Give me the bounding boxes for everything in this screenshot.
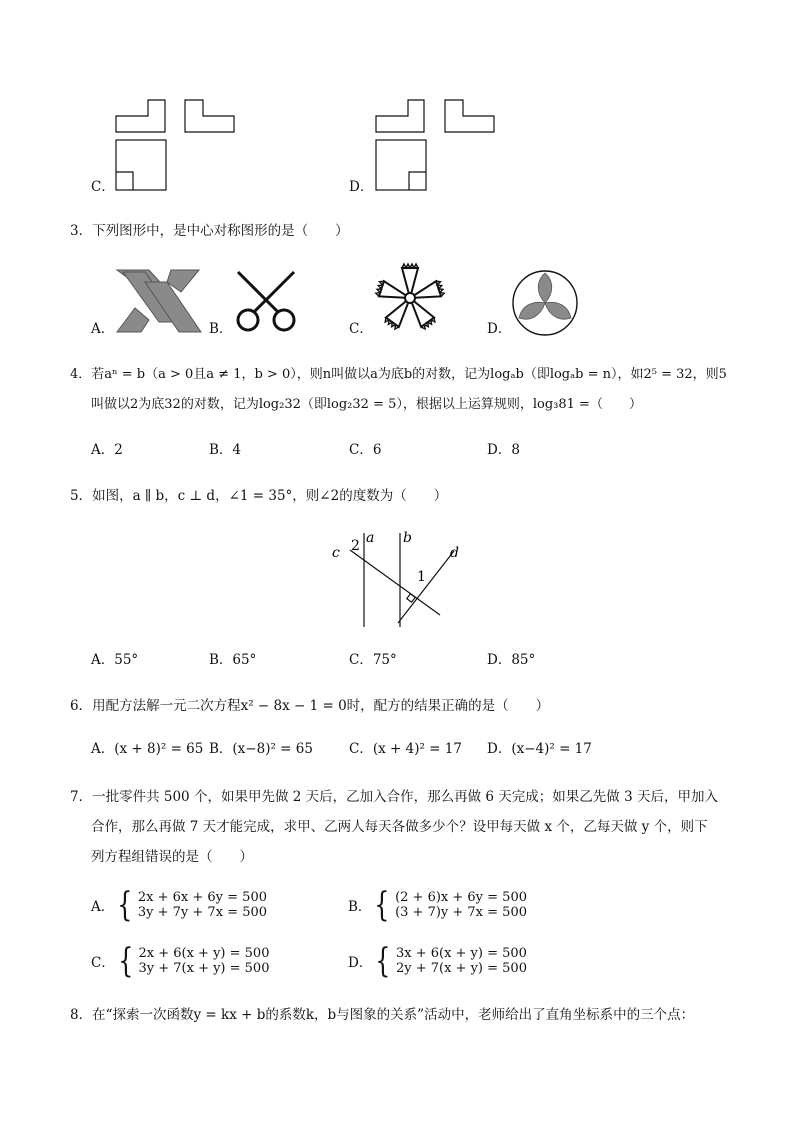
- q3-figure-b: [232, 268, 302, 338]
- q2-option-c-label: C．: [91, 179, 115, 195]
- label-b: b: [403, 530, 412, 546]
- q4-option-c: C．6: [349, 442, 382, 458]
- q7-option-a-label: A．: [91, 899, 115, 915]
- q7-stem-line1: 7．一批零件共 500 个，如果甲先做 2 天后，乙加入合作，那么再做 6 天完成；如果乙先做 3 天后，甲加入: [70, 789, 718, 805]
- q3-option-c: C．: [349, 321, 373, 337]
- q3-figure-d: [510, 268, 580, 338]
- q3-option-a: A．: [91, 321, 115, 337]
- q2-option-d-label: D．: [349, 179, 374, 195]
- q7-option-d-eq1: 3x + 6(x + y) = 500: [395, 946, 527, 961]
- q5-option-b: B．65°: [209, 652, 257, 668]
- q7-option-d: [348, 941, 527, 981]
- q7-option-b-eq2: (3 + 7)y + 7x = 500: [395, 905, 527, 920]
- q3-figure-a: [115, 268, 205, 338]
- q6-stem: 6．用配方法解一元二次方程x² − 8x − 1 = 0时，配方的结果正确的是（ ）: [70, 698, 550, 714]
- q3-stem: 3．下列图形中，是中心对称图形的是（ ）: [70, 223, 349, 239]
- q7-option-b: [348, 885, 527, 925]
- q7-option-b-label: B．: [348, 899, 372, 915]
- q5-stem: 5．如图，a ∥ b，c ⊥ d，∠1 = 35°，则∠2的度数为（ ）: [70, 488, 448, 504]
- q7-stem-line2: 合作，那么再做 7 天才能完成，求甲、乙两人每天各做多少个？设甲每天做 x 个，乙每天做 y 个，则下: [91, 819, 708, 835]
- q7-option-c: [91, 941, 270, 981]
- line-d: [398, 551, 454, 623]
- q3-figure-c: [370, 260, 450, 336]
- q5-option-d: D．85°: [487, 652, 536, 668]
- brace: {: [375, 941, 391, 981]
- label-a: a: [366, 530, 375, 546]
- q4-option-a: A．2: [91, 442, 123, 458]
- q7-option-c-eq2: 3y + 7(x + y) = 500: [138, 961, 270, 976]
- q7-option-a: [91, 885, 268, 925]
- q6-option-b: B．(x−8)² = 65: [209, 741, 313, 757]
- q7-option-d-label: D．: [348, 955, 373, 971]
- q6-option-a: A．(x + 8)² = 65: [91, 741, 204, 757]
- label-angle-1: 1: [417, 569, 426, 585]
- q7-option-c-label: C．: [91, 955, 115, 971]
- q8-stem: 8．在“探索一次函数y = kx + b的系数k，b与图象的关系”活动中，老师给出了直角坐标系中的三个点：: [70, 1007, 695, 1023]
- q5-option-c: C．75°: [349, 652, 397, 668]
- q4-option-d: D．8: [487, 442, 520, 458]
- brace: {: [374, 885, 390, 925]
- q3-option-b: B．: [209, 321, 233, 337]
- brace: {: [118, 941, 134, 981]
- q7-option-b-eq1: (2 + 6)x + 6y = 500: [395, 890, 527, 905]
- q5-figure: [330, 525, 470, 635]
- label-c: c: [332, 545, 340, 561]
- q7-stem-line3: 列方程组错误的是（ ）: [91, 849, 253, 865]
- q6-option-d: D．(x−4)² = 17: [487, 741, 592, 757]
- q7-option-a-eq2: 3y + 7y + 7x = 500: [137, 905, 268, 920]
- q4-stem-line1: 4．若aⁿ = b（a > 0且a ≠ 1，b > 0），则n叫做以a为底b的对数，记为logₐb（即logₐb = n），如2⁵ = 32，则5: [70, 367, 727, 382]
- q7-option-c-eq1: 2x + 6(x + y) = 500: [138, 946, 270, 961]
- label-d: d: [450, 545, 459, 561]
- q6-option-c: C．(x + 4)² = 17: [349, 741, 462, 757]
- q4-stem-line2: 叫做以2为底32的对数，记为log₂32（即log₂32 = 5），根据以上运算规则，log₃81 =（ ）: [91, 397, 642, 412]
- q5-option-a: A．55°: [91, 652, 139, 668]
- q4-option-b: B．4: [209, 442, 242, 458]
- brace: {: [117, 885, 133, 925]
- q7-option-d-eq2: 2y + 7(x + y) = 500: [395, 961, 527, 976]
- q3-option-d: D．: [487, 321, 512, 337]
- q7-option-a-eq1: 2x + 6x + 6y = 500: [137, 890, 267, 905]
- label-angle-2: 2: [351, 538, 360, 554]
